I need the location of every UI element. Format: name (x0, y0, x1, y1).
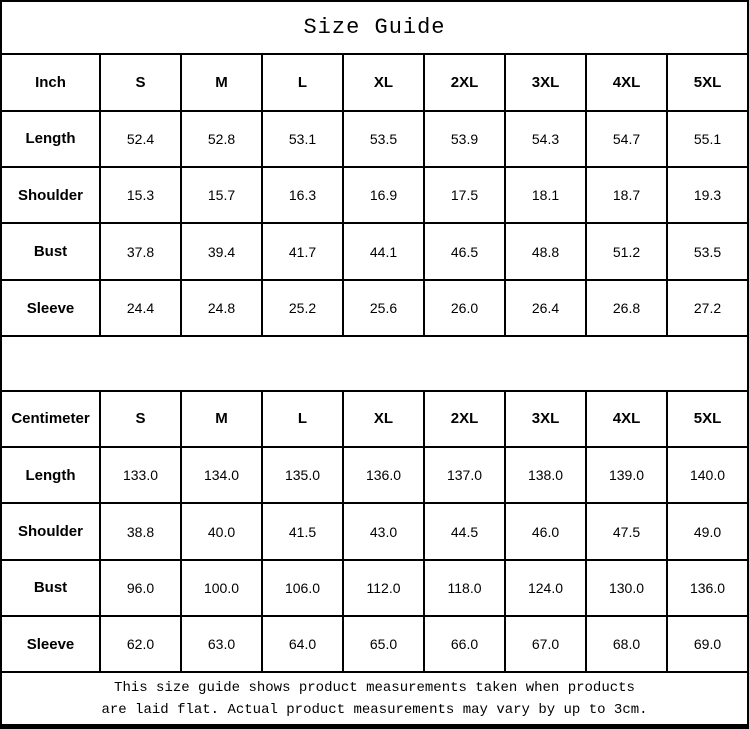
measurement-cell: 51.2 (586, 223, 667, 279)
measurement-cell: 68.0 (586, 616, 667, 672)
row-label: Sleeve (1, 616, 100, 672)
table-row-cm-bust (1, 560, 748, 616)
size-col-header: 4XL (586, 391, 667, 447)
measurement-cell: 39.4 (181, 223, 262, 279)
measurement-cell: 41.7 (262, 223, 343, 279)
row-label: Bust (1, 223, 100, 279)
measurement-cell: 134.0 (181, 447, 262, 503)
measurement-cell: 48.8 (505, 223, 586, 279)
measurement-cell: 124.0 (505, 560, 586, 616)
measurement-cell: 136.0 (667, 560, 748, 616)
measurement-cell: 24.4 (100, 280, 181, 336)
unit-header-inch: Inch (1, 54, 100, 110)
size-col-header: 2XL (424, 391, 505, 447)
table-row-inch-sleeve (1, 280, 748, 336)
measurement-cell: 52.4 (100, 111, 181, 167)
measurement-cell: 44.5 (424, 503, 505, 559)
measurement-cell: 62.0 (100, 616, 181, 672)
measurement-cell: 43.0 (343, 503, 424, 559)
table-row-inch-bust (1, 223, 748, 279)
inch-header-row (1, 54, 748, 110)
size-col-header: 5XL (667, 391, 748, 447)
measurement-cell: 63.0 (181, 616, 262, 672)
footer-line-2: are laid flat. Actual product measurements may vary by up to 3cm. (101, 701, 648, 718)
size-col-header: S (100, 391, 181, 447)
measurement-cell: 133.0 (100, 447, 181, 503)
size-col-header: M (181, 54, 262, 110)
table-row-inch-length (1, 111, 748, 167)
size-col-header: XL (343, 391, 424, 447)
footer-line-1: This size guide shows product measurements taken when products (114, 679, 635, 696)
measurement-cell: 64.0 (262, 616, 343, 672)
measurement-cell: 15.3 (100, 167, 181, 223)
row-label: Length (1, 111, 100, 167)
measurement-cell: 100.0 (181, 560, 262, 616)
table-row-inch-shoulder (1, 167, 748, 223)
measurement-cell: 15.7 (181, 167, 262, 223)
measurement-cell: 16.3 (262, 167, 343, 223)
measurement-cell: 136.0 (343, 447, 424, 503)
measurement-cell: 54.7 (586, 111, 667, 167)
measurement-cell: 18.7 (586, 167, 667, 223)
measurement-cell: 138.0 (505, 447, 586, 503)
title-row (1, 1, 748, 54)
spacer-row (1, 336, 748, 390)
measurement-cell: 26.4 (505, 280, 586, 336)
measurement-cell: 49.0 (667, 503, 748, 559)
measurement-cell: 27.2 (667, 280, 748, 336)
measurement-cell: 37.8 (100, 223, 181, 279)
measurement-cell: 26.8 (586, 280, 667, 336)
measurement-cell: 40.0 (181, 503, 262, 559)
measurement-cell: 69.0 (667, 616, 748, 672)
measurement-cell: 67.0 (505, 616, 586, 672)
size-col-header: M (181, 391, 262, 447)
measurement-cell: 118.0 (424, 560, 505, 616)
measurement-cell: 130.0 (586, 560, 667, 616)
measurement-cell: 140.0 (667, 447, 748, 503)
measurement-cell: 46.0 (505, 503, 586, 559)
table-row-cm-shoulder (1, 503, 748, 559)
row-label: Sleeve (1, 280, 100, 336)
measurement-cell: 135.0 (262, 447, 343, 503)
measurement-cell: 65.0 (343, 616, 424, 672)
unit-header-centimeter: Centimeter (1, 391, 100, 447)
size-col-header: 4XL (586, 54, 667, 110)
measurement-cell: 137.0 (424, 447, 505, 503)
measurement-cell: 112.0 (343, 560, 424, 616)
size-col-header: XL (343, 54, 424, 110)
size-col-header: 2XL (424, 54, 505, 110)
measurement-cell: 52.8 (181, 111, 262, 167)
row-label: Shoulder (1, 167, 100, 223)
measurement-cell: 53.1 (262, 111, 343, 167)
measurement-cell: 18.1 (505, 167, 586, 223)
measurement-cell: 54.3 (505, 111, 586, 167)
footer-note (1, 672, 748, 726)
measurement-cell: 19.3 (667, 167, 748, 223)
measurement-cell: 139.0 (586, 447, 667, 503)
measurement-cell: 17.5 (424, 167, 505, 223)
measurement-cell: 106.0 (262, 560, 343, 616)
page-title: Size Guide (1, 1, 748, 54)
measurement-cell: 53.9 (424, 111, 505, 167)
measurement-cell: 96.0 (100, 560, 181, 616)
measurement-cell: 25.6 (343, 280, 424, 336)
table-row-cm-sleeve (1, 616, 748, 672)
measurement-cell: 24.8 (181, 280, 262, 336)
row-label: Shoulder (1, 503, 100, 559)
footer-row (1, 672, 748, 726)
measurement-cell: 44.1 (343, 223, 424, 279)
size-col-header: 3XL (505, 391, 586, 447)
measurement-cell: 53.5 (343, 111, 424, 167)
size-col-header: S (100, 54, 181, 110)
measurement-cell: 41.5 (262, 503, 343, 559)
measurement-cell: 66.0 (424, 616, 505, 672)
spacer-cell (1, 336, 748, 390)
size-col-header: L (262, 54, 343, 110)
measurement-cell: 38.8 (100, 503, 181, 559)
row-label: Length (1, 447, 100, 503)
measurement-cell: 47.5 (586, 503, 667, 559)
centimeter-header-row (1, 391, 748, 447)
measurement-cell: 53.5 (667, 223, 748, 279)
measurement-cell: 25.2 (262, 280, 343, 336)
size-col-header: 5XL (667, 54, 748, 110)
size-col-header: 3XL (505, 54, 586, 110)
size-col-header: L (262, 391, 343, 447)
measurement-cell: 46.5 (424, 223, 505, 279)
measurement-cell: 26.0 (424, 280, 505, 336)
table-row-cm-length (1, 447, 748, 503)
measurement-cell: 16.9 (343, 167, 424, 223)
measurement-cell: 55.1 (667, 111, 748, 167)
row-label: Bust (1, 560, 100, 616)
